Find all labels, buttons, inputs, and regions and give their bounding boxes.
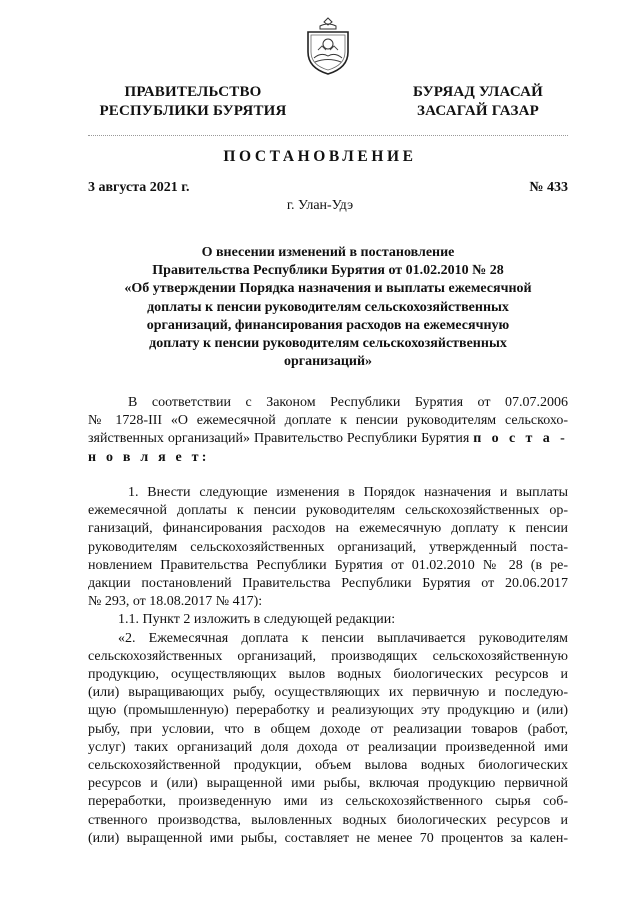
title-line: организаций, финансирования расходов на ежемесячную xyxy=(146,317,510,333)
body-line: новлением Правительства Республики Бурятия от 01.02.2010 № 28 (в ре- xyxy=(88,557,568,573)
header-left-line: РЕСПУБЛИКИ БУРЯТИЯ xyxy=(99,103,287,119)
body-text xyxy=(88,484,568,848)
body-line: № 293, от 18.08.2017 № 417): xyxy=(88,594,263,610)
preamble-line: В соответствии с Законом Республики Бурятия от 07.07.2006 xyxy=(128,395,568,410)
body-line: дакции постановлений Правительства Республики Бурятия от 20.06.2017 xyxy=(88,576,568,592)
title-line: организаций» xyxy=(283,354,373,370)
body-line: переработки, произведенную ими из сельскохозяйственного сырья соб- xyxy=(88,794,568,810)
title-line: Правительства Республики Бурятия от 01.02.2010 № 28 xyxy=(152,263,504,279)
header-right xyxy=(388,83,568,121)
preamble-text: зяйственных организаций» Правительство Республики Бурятия xyxy=(88,431,474,447)
header-divider xyxy=(88,135,568,136)
document-date: 3 августа 2021 г. xyxy=(88,180,190,195)
document-title xyxy=(88,244,568,371)
document-type: ПОСТАНОВЛЕНИЕ xyxy=(223,148,417,165)
header-left-line: ПРАВИТЕЛЬСТВО xyxy=(124,84,262,100)
preamble-paragraph xyxy=(88,394,568,467)
preamble-spaced-word: п о с т а - xyxy=(473,431,568,447)
preamble-line xyxy=(88,430,568,448)
body-line: рыбу, при условии, что в общем доходе от реализации товаров (работ, xyxy=(88,721,568,737)
body-line: ственного производства, выловленных водных биологических ресурсов и xyxy=(88,812,568,828)
body-line: «2. Ежемесячная доплата к пенсии выплачивается руководителям xyxy=(118,630,568,646)
body-line: руководителям сельскохозяйственных организаций, утвержденный поста- xyxy=(88,539,568,555)
body-line: ганизаций, финансирования расходов на ежемесячную доплату к пенсии xyxy=(88,521,568,537)
title-line: доплату к пенсии руководителям сельскохозяйственных xyxy=(149,336,507,352)
document-city: г. Улан-Удэ xyxy=(286,198,354,213)
body-line: ресурсов и (или) выращенной ими рыбы, включая продукцию первичной xyxy=(88,776,568,792)
body-line: сельскохозяйственных организаций, производящих сельскохозяйственную xyxy=(88,648,568,664)
body-line: (или) выращенной ими рыбы, составляет не менее 70 процентов за кален- xyxy=(88,830,568,846)
body-line: продукцию, осуществляющих вылов водных биологических ресурсов и xyxy=(88,667,568,683)
document-number: № 433 xyxy=(529,180,568,195)
header-right-line: ЗАСАГАЙ ГАЗАР xyxy=(417,103,539,119)
preamble-spaced-word: н о в л я е т: xyxy=(88,449,210,465)
body-line: щую (промышленную) переработку и реализующих эту продукцию и (или) xyxy=(88,703,568,719)
body-line: (или) выращивающих рыбу, осуществляющих их первичную и последую- xyxy=(88,685,568,701)
body-line: ежемесячной доплаты к пенсии руководителям сельскохозяйственных ор- xyxy=(88,503,568,519)
body-line: 1. Внести следующие изменения в Порядок назначения и выплаты xyxy=(128,485,568,500)
header-left xyxy=(88,83,298,121)
coat-of-arms-icon xyxy=(302,14,354,78)
body-line: 1.1. Пункт 2 изложить в следующей редакции: xyxy=(118,612,396,628)
header-right-line: БУРЯАД УЛАСАЙ xyxy=(412,84,544,100)
title-line: «Об утверждении Порядка назначения и выплаты ежемесячной xyxy=(124,281,532,297)
body-line: сельскохозяйственной продукции, объем вылова водных биологических xyxy=(88,758,568,774)
title-line: доплаты к пенсии руководителям сельскохозяйственных xyxy=(147,299,509,315)
title-line: О внесении изменений в постановление xyxy=(201,245,455,260)
preamble-line: № 1728-III «О ежемесячной доплате к пенсии руководителям сельскохо- xyxy=(88,413,568,429)
body-line: услуг) таких организаций доля дохода от реализации произведенной ими xyxy=(88,739,568,755)
